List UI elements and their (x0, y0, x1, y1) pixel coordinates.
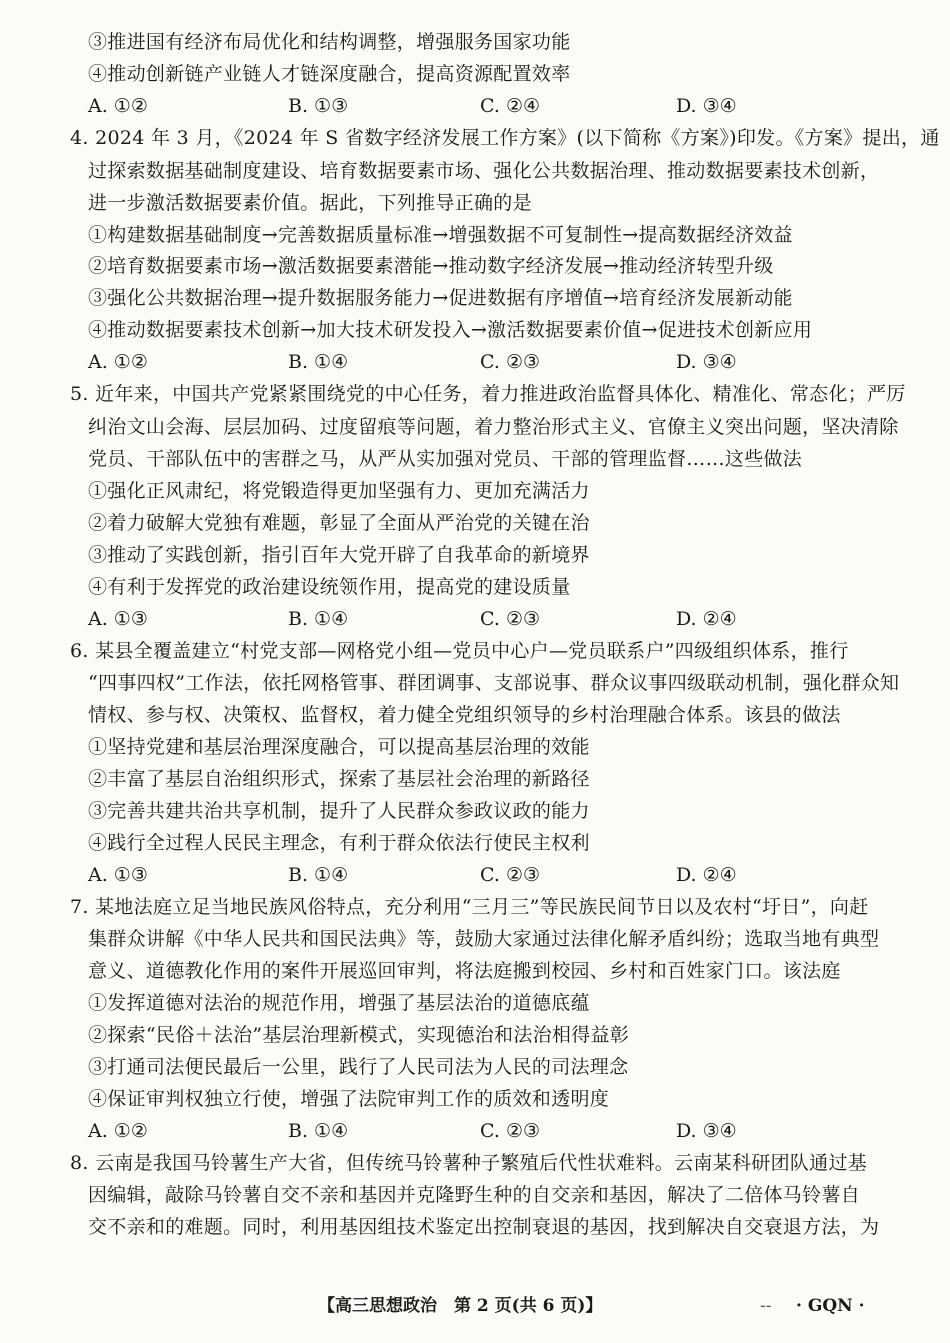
q7-stem-line-3: 意义、道德教化作用的案件开展巡回审判，将法庭搬到校园、乡村和百姓家门口。该法庭 (88, 960, 841, 982)
q5-options (88, 605, 908, 633)
q7-option-b: B. ①④ (288, 1120, 349, 1142)
q6-stem-line-1: 6. 某县全覆盖建立“村党支部—网格党小组—党员中心户—党员联系户”四级组织体系，推行 (70, 640, 849, 662)
footer-code: · GQN · (796, 1296, 865, 1316)
q7-stem-line-1: 7. 某地法庭立足当地民族风俗特点，充分利用“三月三”等民族民间节日以及农村“圩日”，向赶 (70, 896, 869, 918)
q4-option-d: D. ③④ (676, 351, 737, 373)
q3-statement-4: ④推动创新链产业链人才链深度融合，提高资源配置效率 (88, 63, 571, 85)
q7-option-c: C. ②③ (480, 1120, 541, 1142)
q6-option-c: C. ②③ (480, 864, 541, 886)
q5-option-a: A. ①③ (88, 608, 148, 630)
footer-mark: -- (760, 1296, 772, 1316)
q3-option-c: C. ②④ (480, 95, 541, 117)
q6-options (88, 861, 908, 889)
q4-statement-3: ③强化公共数据治理→提升数据服务能力→促进数据有序增值→培育经济发展新动能 (88, 287, 793, 309)
q3-statement-3: ③推进国有经济布局优化和结构调整，增强服务国家功能 (88, 31, 571, 53)
q7-statement-4: ④保证审判权独立行使，增强了法院审判工作的质效和透明度 (88, 1088, 610, 1110)
q3-option-d: D. ③④ (676, 95, 737, 117)
q6-statement-4: ④践行全过程人民民主理念，有利于群众依法行使民主权利 (88, 832, 590, 854)
q5-statement-1: ①强化正风肃纪，将党锻造得更加坚强有力、更加充满活力 (88, 480, 590, 502)
q7-option-d: D. ③④ (676, 1120, 737, 1142)
q7-statement-2: ②探索“民俗＋法治”基层治理新模式，实现德治和法治相得益彰 (88, 1024, 630, 1046)
page-footer (0, 1292, 950, 1320)
q8-stem-line-2: 因编辑，敲除马铃薯自交不亲和基因并克隆野生种的自交亲和基因，解决了二倍体马铃薯自 (88, 1184, 861, 1206)
q5-option-c: C. ②③ (480, 608, 541, 630)
q5-statement-2: ②着力破解大党独有难题，彰显了全面从严治党的关键在治 (88, 512, 590, 534)
q6-option-d: D. ②④ (676, 864, 737, 886)
q8-stem-line-3: 交不亲和的难题。同时，利用基因组技术鉴定出控制衰退的基因，找到解决自交衰退方法，为 (88, 1216, 880, 1238)
q7-stem-line-2: 集群众讲解《中华人民共和国民法典》等，鼓励大家通过法律化解矛盾纠纷；选取当地有典型 (88, 928, 880, 950)
q5-statement-4: ④有利于发挥党的政治建设统领作用，提高党的建设质量 (88, 576, 571, 598)
footer-title: 【高三思想政治 第 2 页(共 6 页)】 (318, 1296, 603, 1316)
q8-stem-line-1: 8. 云南是我国马铃薯生产大省，但传统马铃薯种子繁殖后代性状难料。云南某科研团队通过基 (70, 1152, 868, 1174)
q4-stem-line-3: 进一步激活数据要素价值。据此，下列推导正确的是 (88, 192, 532, 214)
q7-option-a: A. ①② (88, 1120, 148, 1142)
q4-option-c: C. ②③ (480, 351, 541, 373)
q4-statement-4: ④推动数据要素技术创新→加大技术研发投入→激活数据要素价值→促进技术创新应用 (88, 319, 813, 341)
q5-stem-line-2: 纠治文山会海、层层加码、过度留痕等问题，着力整治形式主义、官僚主义突出问题，坚决清除 (88, 416, 899, 438)
q3-options (88, 92, 908, 120)
q6-stem-line-2: “四事四权”工作法，依托网格管事、群团调事、支部说事、群众议事四级联动机制，强化群众知 (88, 672, 900, 694)
q4-option-a: A. ①② (88, 351, 148, 373)
q6-statement-1: ①坚持党建和基层治理深度融合，可以提高基层治理的效能 (88, 736, 590, 758)
q7-options (88, 1117, 908, 1145)
q4-statement-1: ①构建数据基础制度→完善数据质量标准→增强数据不可复制性→提高数据经济效益 (88, 224, 793, 246)
q3-option-a: A. ①② (88, 95, 148, 117)
q5-option-b: B. ①④ (288, 608, 349, 630)
q4-statement-2: ②培育数据要素市场→激活数据要素潜能→推动数字经济发展→推动经济转型升级 (88, 255, 774, 277)
q5-statement-3: ③推动了实践创新，指引百年大党开辟了自我革命的新境界 (88, 544, 590, 566)
q6-option-a: A. ①③ (88, 864, 148, 886)
q7-statement-3: ③打通司法便民最后一公里，践行了人民司法为人民的司法理念 (88, 1056, 629, 1078)
q6-option-b: B. ①④ (288, 864, 349, 886)
q5-option-d: D. ②④ (676, 608, 737, 630)
q6-statement-3: ③完善共建共治共享机制，提升了人民群众参政议政的能力 (88, 800, 590, 822)
q4-stem-line-1: 4. 2024 年 3 月，《2024 年 S 省数字经济发展工作方案》(以下简称《方案》)印发。《方案》提出，通 (70, 127, 940, 149)
q6-statement-2: ②丰富了基层自治组织形式，探索了基层社会治理的新路径 (88, 768, 590, 790)
q3-option-b: B. ①③ (288, 95, 349, 117)
q7-statement-1: ①发挥道德对法治的规范作用，增强了基层法治的道德底蕴 (88, 992, 590, 1014)
q6-stem-line-3: 情权、参与权、决策权、监督权，着力健全党组织领导的乡村治理融合体系。该县的做法 (88, 704, 841, 726)
q4-stem-line-2: 过探索数据基础制度建设、培育数据要素市场、强化公共数据治理、推动数据要素技术创新， (88, 160, 880, 182)
q5-stem-line-1: 5. 近年来，中国共产党紧紧围绕党的中心任务，着力推进政治监督具体化、精准化、常态化；严厉 (70, 383, 906, 405)
q4-option-b: B. ①④ (288, 351, 349, 373)
q5-stem-line-3: 党员、干部队伍中的害群之马，从严从实加强对党员、干部的管理监督……这些做法 (88, 448, 803, 470)
q4-options (88, 348, 908, 376)
